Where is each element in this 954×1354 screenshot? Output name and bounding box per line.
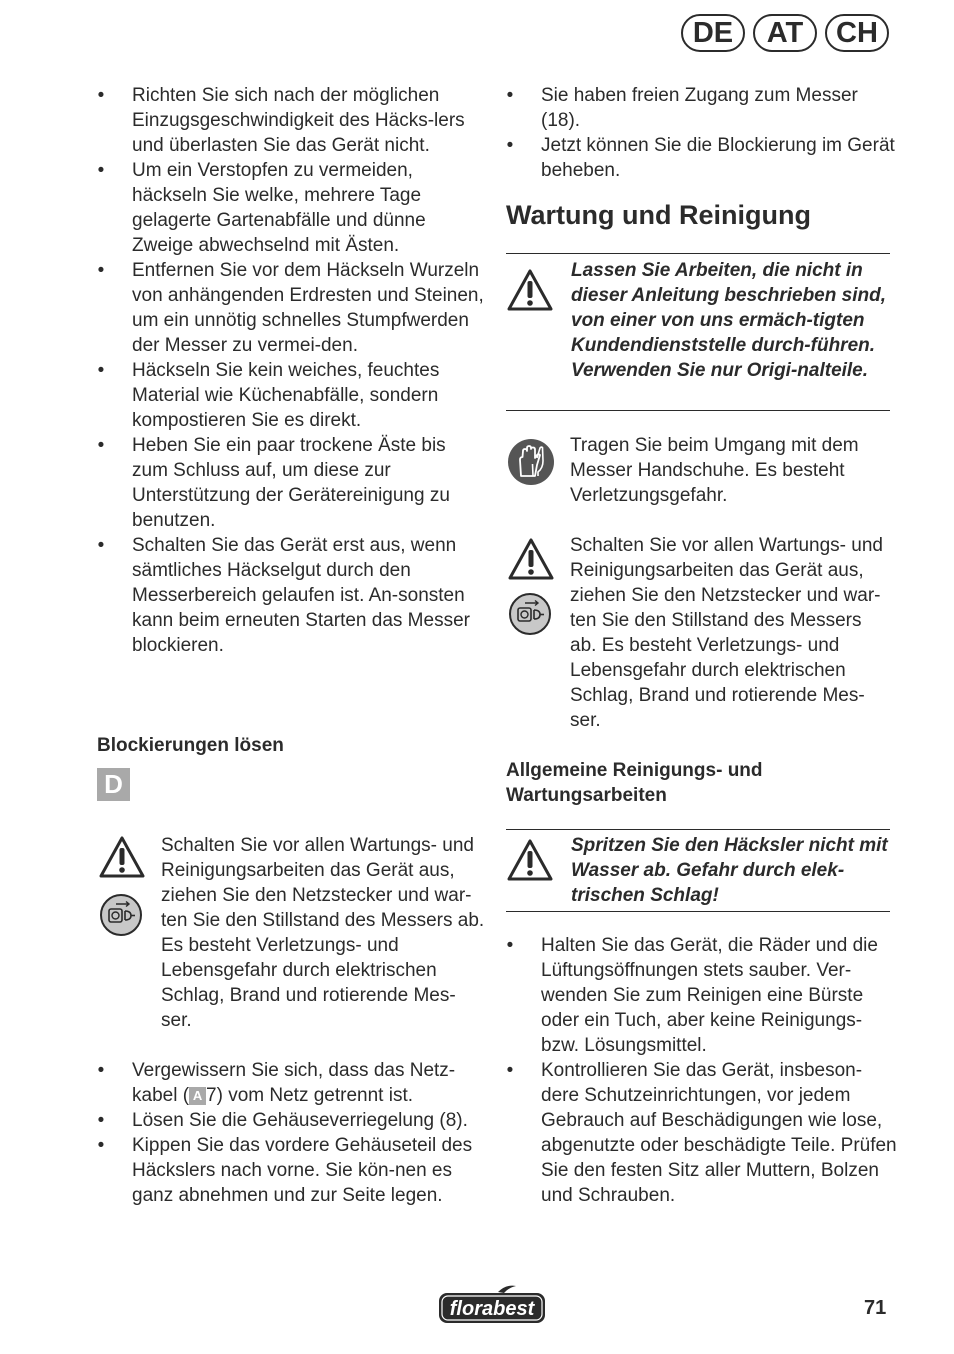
gloves-text: Tragen Sie beim Umgang mit dem Messer Handschuhe. Es besteht Verletzungsgefahr. (570, 435, 859, 506)
gloves-icon (507, 438, 555, 486)
country-badge-at: AT (753, 14, 817, 52)
heading-wartung-reinigung: Wartung und Reinigung (506, 200, 811, 230)
list-item: • Kontrollieren Sie das Gerät, insbeson-dere Schutzeinrichtungen, vor jedem Gebrauch auf Beschädigungen wie lose, abgenutzte oder beschädigte Teile. Prüfen Sie den festen Sitz aller Muttern, Bolzen und Schrauben. (506, 1060, 897, 1206)
list-item: • Schalten Sie das Gerät erst aus, wenn sämtliches Häckselgut durch den Messerbereich gelaufen ist. An-sonsten kann beim erneuten Starten das Messer blockieren. (97, 535, 470, 656)
right-bullet-list-2 (505, 933, 897, 1208)
list-item: • Häckseln Sie kein weiches, feuchtes Material wie Küchenabfälle, sondern kompostieren Sie es direkt. (97, 360, 440, 431)
divider (506, 410, 890, 411)
florabest-logo (436, 1282, 548, 1326)
list-item: • Halten Sie das Gerät, die Räder und die Lüftungsöffnungen stets sauber. Ver-wenden Sie zum Reinigen eine Bürste oder ein Tuch, aber keine Reinigungs-bzw. Lösungsmittel. (506, 935, 878, 1056)
warning-triangle-icon (98, 835, 146, 879)
list-item: • Kippen Sie das vordere Gehäuseteil des Häckslers nach vorne. Sie kön-nen es ganz abnehmen und zur Seite legen. (97, 1135, 473, 1206)
unplug-icon (99, 893, 143, 937)
subheading-allgemeine-reinigung: Allgemeine Reinigungs- und Wartungsarbeiten (506, 760, 763, 806)
warning-box-text-2: Spritzen Sie den Häcksler nicht mit Wasser ab. Gefahr durch elek-trischen Schlag! (571, 835, 888, 906)
section-title-blockierungen: Blockierungen lösen (97, 735, 284, 756)
warning-box-text: Lassen Sie Arbeiten, die nicht in dieser Anleitung beschrieben sind, von einer von uns ermäch-tigten Kundendienststelle durch-führen. Verwenden Sie nur Origi-nalteile. (571, 260, 886, 381)
page-number: 71 (864, 1297, 887, 1319)
list-item: • Vergewissern Sie sich, dass das Netz-kabel ( A 7) vom Netz getrennt ist. (97, 1060, 456, 1106)
divider (506, 829, 890, 830)
unplug-icon (508, 592, 552, 636)
figure-reference-d: D (97, 768, 130, 801)
left-warning-text: Schalten Sie vor allen Wartungs- und Reinigungsarbeiten das Gerät aus, ziehen Sie den Netzstecker und war-ten Sie den Stillstand des Messers ab. Es besteht Verletzungs- und Lebensgefahr durch elektrischen Schlag, Brand und rotierende Mes-ser. (161, 835, 485, 1031)
country-badge-de: DE (681, 14, 745, 52)
list-item: • Jetzt können Sie die Blockierung im Gerät beheben. (506, 135, 895, 181)
left-bullet-list-2 (96, 1058, 486, 1208)
list-item: • Um ein Verstopfen zu vermeiden, häckseln Sie welke, mehrere Tage gelagerte Gartenabfälle und dünne Zweige abwechselnd mit Ästen. (97, 160, 426, 256)
figure-reference-a: A (189, 1087, 206, 1105)
divider (506, 253, 890, 254)
list-item: • Richten Sie sich nach der möglichen Einzugsgeschwindigkeit des Häcks-lers und überlasten Sie das Gerät nicht. (97, 85, 465, 156)
right-bullet-list (505, 83, 895, 183)
list-item: • Entfernen Sie vor dem Häckseln Wurzeln von anhängenden Erdresten und Steinen, um ein unnötig schnelles Stumpfwerden der Messer zu vermei-den. (97, 260, 484, 356)
list-item: • Sie haben freien Zugang zum Messer (18). (506, 85, 858, 131)
right-warning-text: Schalten Sie vor allen Wartungs- und Reinigungsarbeiten das Gerät aus, ziehen Sie den Netzstecker und war-ten Sie den Stillstand des Messers ab. Es besteht Verletzungs- und Lebensgefahr durch elektrischen Schlag, Brand und rotierende Mes-ser. (570, 535, 883, 731)
country-badge-ch: CH (825, 14, 889, 52)
warning-triangle-icon (506, 268, 554, 312)
left-bullet-list (96, 83, 486, 658)
warning-triangle-icon (507, 537, 555, 581)
warning-triangle-icon (506, 838, 554, 882)
list-item: • Heben Sie ein paar trockene Äste bis zum Schluss auf, um diese zur Unterstützung der Gerätereinigung zu benutzen. (97, 435, 450, 531)
divider (506, 911, 890, 912)
logo-wordmark: florabest (449, 1298, 535, 1320)
list-item: • Lösen Sie die Gehäuseverriegelung (8). (97, 1110, 468, 1131)
